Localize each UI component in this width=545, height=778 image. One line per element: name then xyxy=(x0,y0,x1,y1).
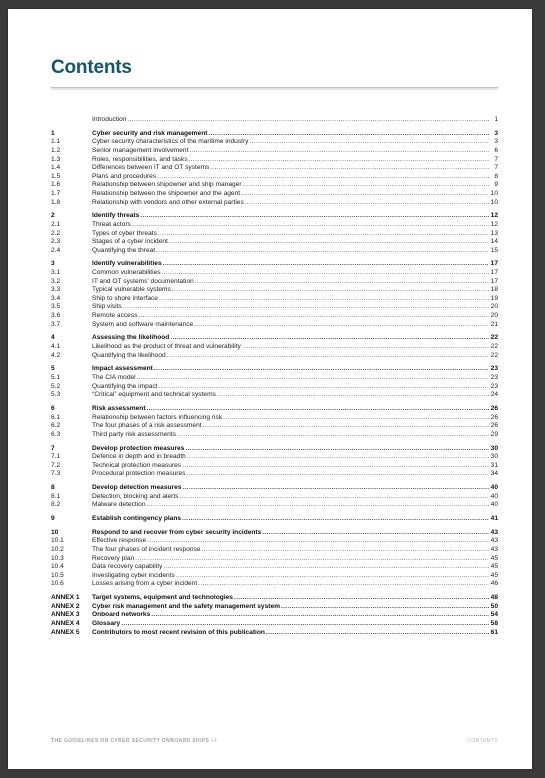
toc-group xyxy=(51,515,498,524)
toc-entry-number: 3 xyxy=(51,260,55,268)
toc-entry-number: 10 xyxy=(51,528,59,536)
toc-entry[interactable] xyxy=(51,414,498,423)
toc-entry-page-number: 43 xyxy=(490,537,498,545)
toc-entry[interactable] xyxy=(51,431,498,440)
footer-publication-title xyxy=(51,738,217,744)
dot-leader xyxy=(121,620,489,629)
toc-entry-title: Quantifying the threat xyxy=(92,246,156,254)
toc-entry-page-number: 30 xyxy=(490,444,498,452)
dot-leader xyxy=(182,515,489,524)
toc-entry-number: 3.7 xyxy=(51,320,61,328)
toc-entry-title: Respond to and recover from cyber security incidents xyxy=(92,528,262,536)
dot-leader xyxy=(159,383,489,392)
toc-entry-title: Detection, blocking and alerts xyxy=(92,492,179,500)
toc-entry-page-number: 23 xyxy=(490,365,498,373)
toc-entry-page-number: 20 xyxy=(490,303,498,311)
toc-entry-number: 1.6 xyxy=(51,181,61,189)
toc-entry-title: Senior management involvement xyxy=(92,146,189,154)
toc-entry[interactable] xyxy=(51,173,498,182)
toc-entry-page-number: 14 xyxy=(490,238,498,246)
toc-entry-number: 6.1 xyxy=(51,413,61,421)
toc-group xyxy=(51,529,498,589)
toc-group xyxy=(51,445,498,479)
toc-entry-title: Develop protection measures xyxy=(92,444,185,452)
dot-leader xyxy=(163,260,489,269)
toc-entry-title: The four phases of a risk assessment xyxy=(92,422,202,430)
toc-entry-title: IT and OT systems' documentation xyxy=(92,277,194,285)
table-of-contents xyxy=(51,116,498,642)
toc-entry-title: Recovery plan xyxy=(92,554,135,562)
toc-entry-page-number: 23 xyxy=(490,382,498,390)
dot-leader xyxy=(185,445,489,454)
toc-entry-title: Cyber security and risk management xyxy=(92,129,208,137)
toc-entry-number: 3.1 xyxy=(51,269,61,277)
toc-entry-number: 4.2 xyxy=(51,351,61,359)
toc-entry-page-number: 34 xyxy=(490,470,498,478)
title-divider xyxy=(51,87,498,90)
toc-entry-page-number: 12 xyxy=(490,212,498,220)
toc-group xyxy=(51,365,498,399)
toc-entry-page-number: 22 xyxy=(490,334,498,342)
toc-entry-page-number: 45 xyxy=(490,571,498,579)
dot-leader xyxy=(156,247,489,256)
toc-entry-number: 1.3 xyxy=(51,155,61,163)
toc-entry[interactable] xyxy=(51,269,498,278)
toc-entry-title: Defence in depth and in breadth xyxy=(92,453,186,461)
dot-leader xyxy=(172,286,489,295)
toc-entry[interactable] xyxy=(51,286,498,295)
document-page xyxy=(8,9,532,769)
toc-entry-number: 4 xyxy=(51,334,55,342)
toc-entry-number: 7.3 xyxy=(51,470,61,478)
toc-entry-title: Cyber risk management and the safety management system xyxy=(92,602,280,610)
toc-entry[interactable] xyxy=(51,190,498,199)
toc-entry-title: Investigating cyber incidents xyxy=(92,571,175,579)
toc-entry-page-number: 58 xyxy=(490,619,498,627)
toc-entry-page-number: 12 xyxy=(490,220,498,228)
toc-entry-number: 3.5 xyxy=(51,303,61,311)
dot-leader xyxy=(187,453,489,462)
toc-entry-title: Third party risk assessments xyxy=(92,430,176,438)
toc-entry-number: 2.3 xyxy=(51,238,61,246)
toc-entry[interactable] xyxy=(51,199,498,208)
toc-entry[interactable] xyxy=(51,116,498,125)
toc-entry-page-number: 10 xyxy=(490,198,498,206)
toc-entry[interactable] xyxy=(51,580,498,589)
dot-leader xyxy=(245,199,489,208)
toc-entry-page-number: 61 xyxy=(490,628,498,636)
dot-leader xyxy=(241,190,489,199)
toc-entry-title: Remote access xyxy=(92,312,138,320)
dot-leader xyxy=(202,546,490,555)
toc-entry-page-number: 23 xyxy=(490,373,498,381)
toc-entry-title: Threat actors xyxy=(92,220,131,228)
footer-section-name: CONTENTS xyxy=(467,738,498,744)
toc-entry-title: Risk assessment xyxy=(92,404,146,412)
dot-leader xyxy=(169,238,489,247)
toc-entry-page-number: 1 xyxy=(494,116,498,123)
toc-entry-title: Procedural protection measures xyxy=(92,470,186,478)
dot-leader xyxy=(194,321,489,330)
toc-entry[interactable] xyxy=(51,405,498,414)
toc-entry[interactable] xyxy=(51,493,498,502)
toc-entry[interactable] xyxy=(51,156,498,165)
toc-entry-title: Differences between IT and OT systems xyxy=(92,164,210,172)
toc-entry-title: Quantifying the impact xyxy=(92,382,158,390)
toc-entry-title: Data recovery capability xyxy=(92,563,163,571)
toc-entry-title: Ship visits xyxy=(92,303,122,311)
toc-entry[interactable] xyxy=(51,321,498,330)
toc-entry-number: ANNEX 3 xyxy=(51,611,80,619)
toc-entry-number: 3.3 xyxy=(51,286,61,294)
toc-entry-number: 5.1 xyxy=(51,373,61,381)
toc-entry-page-number: 7 xyxy=(494,164,498,172)
toc-entry[interactable] xyxy=(51,260,498,269)
toc-entry-number: 10.6 xyxy=(51,580,64,588)
toc-entry-title: Effective response xyxy=(92,537,147,545)
toc-entry-title: Target systems, equipment and technologies xyxy=(92,594,233,602)
dot-leader xyxy=(147,537,489,546)
toc-entry-number: 3.6 xyxy=(51,312,61,320)
toc-entry-title: Develop detection measures xyxy=(92,484,182,492)
dot-leader xyxy=(151,611,489,620)
toc-entry-title: Stages of a cyber incident xyxy=(92,238,168,246)
toc-entry-title: Quantifying the likelihood xyxy=(92,351,166,359)
toc-entry-number: 7 xyxy=(51,444,55,452)
toc-entry-number: ANNEX 2 xyxy=(51,602,80,610)
toc-entry-number: 5 xyxy=(51,365,55,373)
dot-leader xyxy=(262,529,489,538)
toc-entry-page-number: 6 xyxy=(494,146,498,154)
toc-entry-number: 7.2 xyxy=(51,461,61,469)
toc-entry-number: 5.2 xyxy=(51,382,61,390)
toc-entry-page-number: 8 xyxy=(494,172,498,180)
dot-leader xyxy=(210,164,489,173)
toc-entry-page-number: 54 xyxy=(490,611,498,619)
toc-entry-number: 10.1 xyxy=(51,537,64,545)
toc-entry-title: Losses arising from a cyber incident xyxy=(92,580,198,588)
toc-entry-page-number: 41 xyxy=(490,515,498,523)
dot-leader xyxy=(170,334,489,343)
toc-entry-title: Relationship with vendors and other external parties xyxy=(92,198,244,206)
toc-group xyxy=(51,116,498,125)
toc-group xyxy=(51,405,498,439)
toc-entry-page-number: 31 xyxy=(490,461,498,469)
toc-entry-page-number: 15 xyxy=(490,246,498,254)
toc-entry-title: Common vulnerabilities xyxy=(92,269,161,277)
toc-entry-number: 2.4 xyxy=(51,246,61,254)
toc-entry[interactable] xyxy=(51,563,498,572)
toc-entry-title: Relationship between shipowner and ship manager xyxy=(92,181,242,189)
toc-entry-page-number: 18 xyxy=(490,286,498,294)
toc-entry[interactable] xyxy=(51,529,498,538)
dot-leader xyxy=(189,156,489,165)
toc-entry[interactable] xyxy=(51,212,498,221)
dot-leader xyxy=(137,374,489,383)
toc-entry-number: 3.2 xyxy=(51,277,61,285)
toc-entry-page-number: 30 xyxy=(490,453,498,461)
dot-leader xyxy=(176,572,489,581)
toc-entry-page-number: 45 xyxy=(490,554,498,562)
toc-entry-number: 6.3 xyxy=(51,430,61,438)
toc-entry-page-number: 40 xyxy=(490,492,498,500)
dot-leader xyxy=(180,493,489,502)
toc-entry-title: Roles, responsibilities, and tasks xyxy=(92,155,188,163)
toc-entry-page-number: 17 xyxy=(490,269,498,277)
dot-leader xyxy=(135,555,489,564)
toc-entry-number: 8.1 xyxy=(51,492,61,500)
toc-entry-page-number: 45 xyxy=(490,563,498,571)
toc-entry-title: Malware detection xyxy=(92,501,146,509)
toc-entry-page-number: 19 xyxy=(490,294,498,302)
toc-entry-title: Plans and procedures xyxy=(92,172,157,180)
dot-leader xyxy=(157,173,489,182)
toc-entry-page-number: 43 xyxy=(490,546,498,553)
toc-entry[interactable] xyxy=(51,383,498,392)
toc-entry-number: 1.7 xyxy=(51,189,61,197)
dot-leader xyxy=(186,470,489,479)
dot-leader xyxy=(158,230,489,239)
toc-entry[interactable] xyxy=(51,572,498,581)
toc-entry-number: 6.2 xyxy=(51,422,61,430)
toc-entry-title: Onboard networks xyxy=(92,611,151,619)
dot-leader xyxy=(147,501,489,510)
toc-entry-title: Relationship between factors influencing risk xyxy=(92,413,223,421)
toc-entry[interactable] xyxy=(51,453,498,462)
toc-entry-title: The four phases of incident response xyxy=(92,546,201,553)
toc-entry-title: Introduction xyxy=(92,116,127,123)
toc-entry-number: 8 xyxy=(51,484,55,492)
dot-leader xyxy=(223,414,489,423)
toc-entry-page-number: 43 xyxy=(490,528,498,536)
toc-entry[interactable] xyxy=(51,515,498,524)
toc-entry-number: 3.4 xyxy=(51,294,61,302)
toc-entry[interactable] xyxy=(51,295,498,304)
footer-title-text: THE GUIDELINES ON CYBER SECURITY ONBOARD SHIPS xyxy=(51,738,210,744)
dot-leader xyxy=(182,484,489,493)
toc-entry-page-number: 48 xyxy=(490,594,498,602)
dot-leader xyxy=(266,629,489,638)
toc-entry-number: 1.5 xyxy=(51,172,61,180)
toc-entry-title: Cyber security characteristics of the maritime industry xyxy=(92,138,249,146)
dot-leader xyxy=(242,343,489,352)
toc-entry-number: 7.1 xyxy=(51,453,61,461)
toc-entry[interactable] xyxy=(51,629,498,638)
toc-entry-number: 6 xyxy=(51,404,55,412)
toc-entry[interactable] xyxy=(51,470,498,479)
toc-entry-number: 9 xyxy=(51,515,55,523)
toc-entry-number: 1.1 xyxy=(51,138,61,146)
toc-entry-page-number: 22 xyxy=(490,351,498,359)
toc-entry-page-number: 50 xyxy=(490,602,498,610)
toc-entry[interactable] xyxy=(51,620,498,629)
dot-leader xyxy=(195,278,489,287)
toc-entry[interactable] xyxy=(51,147,498,156)
dot-leader xyxy=(177,431,489,440)
toc-entry-page-number: 22 xyxy=(490,343,498,350)
toc-entry-number: ANNEX 4 xyxy=(51,619,80,627)
toc-entry[interactable] xyxy=(51,422,498,431)
toc-entry-page-number: 26 xyxy=(490,404,498,412)
toc-entry-title: Technical protection measures xyxy=(92,461,182,469)
toc-entry[interactable] xyxy=(51,611,498,620)
dot-leader xyxy=(198,580,489,589)
toc-entry-page-number: 3 xyxy=(494,129,498,137)
toc-entry[interactable] xyxy=(51,445,498,454)
toc-entry-page-number: 46 xyxy=(490,580,498,588)
dot-leader xyxy=(162,269,489,278)
toc-entry-page-number: 10 xyxy=(490,189,498,197)
toc-entry[interactable] xyxy=(51,238,498,247)
dot-leader xyxy=(147,405,489,414)
toc-entry-number: 1.4 xyxy=(51,164,61,172)
dot-leader xyxy=(203,422,489,431)
toc-entry[interactable] xyxy=(51,334,498,343)
toc-group xyxy=(51,260,498,329)
toc-group xyxy=(51,212,498,255)
toc-group xyxy=(51,130,498,207)
toc-entry-title: Identify vulnerabilities xyxy=(92,260,162,268)
toc-entry-title: System and software maintenance xyxy=(92,320,194,328)
dot-leader xyxy=(249,138,489,147)
dot-leader xyxy=(208,130,489,139)
toc-entry-title: Typical vulnerable systems xyxy=(92,286,171,294)
toc-entry[interactable] xyxy=(51,247,498,256)
toc-entry-page-number: 7 xyxy=(494,155,498,163)
toc-group xyxy=(51,594,498,637)
toc-entry-title: Relationship between the shipowner and the agent xyxy=(92,189,241,197)
toc-entry-title: “Critical” equipment and technical systems xyxy=(92,391,216,399)
toc-entry-page-number: 9 xyxy=(494,181,498,189)
dot-leader xyxy=(182,462,489,471)
toc-entry-number: 1.8 xyxy=(51,198,61,206)
toc-entry-page-number: 13 xyxy=(490,229,498,237)
dot-leader xyxy=(154,365,489,374)
dot-leader xyxy=(217,391,489,400)
toc-entry-page-number: 17 xyxy=(490,277,498,285)
dot-leader xyxy=(243,181,489,190)
toc-entry-page-number: 3 xyxy=(494,138,498,146)
toc-entry[interactable] xyxy=(51,484,498,493)
toc-entry[interactable] xyxy=(51,391,498,400)
toc-entry-page-number: 17 xyxy=(490,260,498,268)
toc-entry-page-number: 40 xyxy=(490,484,498,492)
toc-entry[interactable] xyxy=(51,221,498,230)
toc-entry[interactable] xyxy=(51,230,498,239)
toc-entry-page-number: 20 xyxy=(490,312,498,320)
toc-entry-page-number: 29 xyxy=(490,430,498,438)
toc-entry-page-number: 21 xyxy=(490,320,498,328)
toc-entry[interactable] xyxy=(51,462,498,471)
toc-entry-number: 2.2 xyxy=(51,229,61,237)
dot-leader xyxy=(123,303,489,312)
page-title: Contents xyxy=(51,57,132,78)
toc-entry-title: Identify threats xyxy=(92,212,140,220)
dot-leader xyxy=(163,563,489,572)
dot-leader xyxy=(140,212,489,221)
toc-entry-number: 1 xyxy=(51,129,55,137)
toc-entry[interactable] xyxy=(51,501,498,510)
toc-entry[interactable] xyxy=(51,603,498,612)
toc-entry-page-number: 26 xyxy=(490,413,498,421)
toc-entry-title: Assessing the likelihood xyxy=(92,334,170,342)
footer-version: v4 xyxy=(211,738,218,744)
toc-entry-title: Types of cyber threats xyxy=(92,229,157,237)
toc-entry[interactable] xyxy=(51,537,498,546)
toc-entry-title: Ship to shore interface xyxy=(92,294,158,302)
dot-leader xyxy=(132,221,489,230)
toc-entry[interactable] xyxy=(51,352,498,361)
toc-group xyxy=(51,484,498,510)
toc-entry-title: Likelihood as the product of threat and vulnerability xyxy=(92,343,241,350)
toc-entry[interactable] xyxy=(51,365,498,374)
toc-entry-page-number: 26 xyxy=(490,422,498,430)
toc-entry-number: 10.5 xyxy=(51,571,64,579)
dot-leader xyxy=(138,312,489,321)
toc-entry-number: 4.1 xyxy=(51,343,61,350)
toc-entry-number: 10.2 xyxy=(51,546,64,553)
dot-leader xyxy=(189,147,489,156)
toc-entry[interactable] xyxy=(51,374,498,383)
dot-leader xyxy=(159,295,489,304)
toc-entry-title: Contributors to most recent revision of this publication xyxy=(92,628,265,636)
toc-entry-title: Establish contingency plans xyxy=(92,515,182,523)
toc-entry-number: 2 xyxy=(51,212,55,220)
toc-entry[interactable] xyxy=(51,278,498,287)
toc-entry[interactable] xyxy=(51,181,498,190)
toc-entry-title: The CIA model xyxy=(92,373,136,381)
toc-entry-number: 1.2 xyxy=(51,146,61,154)
toc-entry-number: 5.3 xyxy=(51,391,61,399)
dot-leader xyxy=(234,594,489,603)
toc-entry[interactable] xyxy=(51,138,498,147)
toc-entry-number: ANNEX 5 xyxy=(51,628,80,636)
toc-group xyxy=(51,334,498,360)
toc-entry-page-number: 24 xyxy=(490,391,498,399)
dot-leader xyxy=(127,116,489,125)
toc-entry[interactable] xyxy=(51,312,498,321)
dot-leader xyxy=(281,603,489,612)
toc-entry[interactable] xyxy=(51,594,498,603)
toc-entry[interactable] xyxy=(51,546,498,555)
toc-entry[interactable] xyxy=(51,130,498,139)
toc-entry-number: 8.2 xyxy=(51,501,61,509)
toc-entry[interactable] xyxy=(51,343,498,352)
toc-entry[interactable] xyxy=(51,555,498,564)
toc-entry[interactable] xyxy=(51,164,498,173)
dot-leader xyxy=(167,352,489,361)
toc-entry-number: 10.4 xyxy=(51,563,64,571)
toc-entry-number: ANNEX 1 xyxy=(51,594,80,602)
toc-entry-page-number: 40 xyxy=(490,501,498,509)
toc-entry[interactable] xyxy=(51,303,498,312)
toc-entry-number: 10.3 xyxy=(51,554,64,562)
toc-entry-number: 2.1 xyxy=(51,220,61,228)
toc-entry-title: Glossary xyxy=(92,619,121,627)
toc-entry-title: Impact assessment xyxy=(92,365,153,373)
